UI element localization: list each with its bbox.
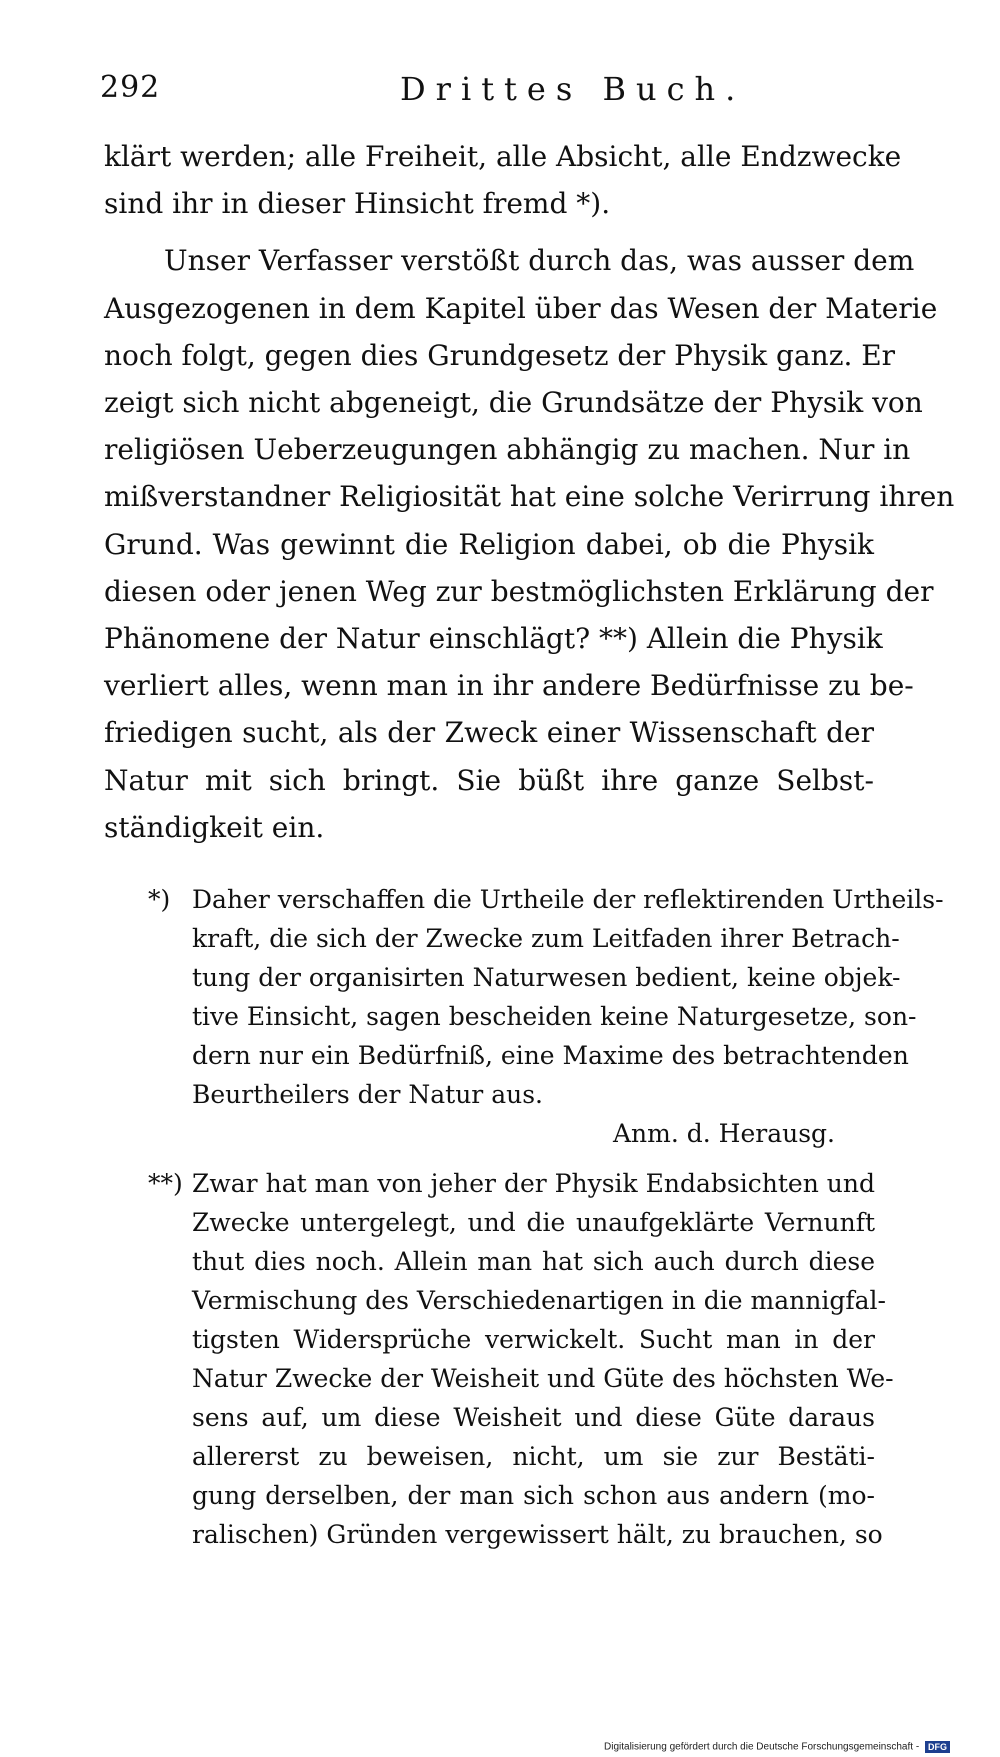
text-line: friedigen sucht, als der Zweck einer Wissenschaft der [104, 716, 874, 750]
text-line: ständigkeit ein. [104, 810, 325, 844]
footnote-signature: Anm. d. Herausg. [613, 1119, 835, 1148]
footnote-line: Zwecke untergelegt, und die unaufgeklärte Vernunft [192, 1208, 875, 1237]
footnote-line: thut dies noch. Allein man hat sich auch durch diese [192, 1247, 875, 1276]
footnote-line: Natur Zwecke der Weisheit und Güte des höchsten We- [192, 1364, 894, 1393]
footnote-line: gung derselben, der man sich schon aus andern (mo- [192, 1481, 875, 1510]
footnote-line: kraft, die sich der Zwecke zum Leitfaden ihrer Betrach- [192, 924, 900, 953]
text-line: verliert alles, wenn man in ihr andere Bedürfnisse zu be- [104, 669, 914, 703]
text-line: zeigt sich nicht abgeneigt, die Grundsätze der Physik von [104, 386, 923, 420]
footnote-1 [148, 880, 944, 1154]
footnote-line: Beurtheilers der Natur aus. [192, 1080, 543, 1109]
text-line: Grund. Was gewinnt die Religion dabei, ob die Physik [104, 527, 874, 561]
page-header [100, 70, 880, 116]
text-line: religiösen Ueberzeugungen abhängig zu machen. Nur in [104, 433, 911, 467]
footnote-line: tung der organisirten Naturwesen bedient, keine objek- [192, 963, 901, 992]
text-line: Natur mit sich bringt. Sie büßt ihre ganze Selbst- [104, 763, 874, 797]
text-line: Phänomene der Natur einschlägt? **) Allein die Physik [104, 622, 883, 656]
footnotes [148, 880, 944, 1554]
footnote-marker: *) [148, 885, 171, 914]
running-title: Drittes Buch. [400, 70, 746, 108]
footnote-line: tigsten Widersprüche verwickelt. Sucht man in der [192, 1325, 875, 1354]
text-line: Ausgezogenen in dem Kapitel über das Wesen der Materie [104, 291, 938, 325]
page-number: 292 [100, 70, 161, 105]
footnote-marker: **) [148, 1169, 183, 1198]
text-line: sind ihr in dieser Hinsicht fremd *). [104, 187, 611, 221]
digitization-credit [604, 1741, 950, 1753]
paragraph-1 [104, 133, 902, 227]
footnote-line: tive Einsicht, sagen bescheiden keine Naturgesetze, son- [192, 1002, 917, 1031]
credit-text: Digitalisierung gefördert durch die Deutsche Forschungsgemeinschaft - [604, 1741, 920, 1753]
footnote-line: Zwar hat man von jeher der Physik Endabsichten und [192, 1169, 875, 1198]
text-line: noch folgt, gegen dies Grundgesetz der Physik ganz. Er [104, 338, 896, 372]
footnote-line: allererst zu beweisen, nicht, um sie zur Bestäti- [192, 1442, 875, 1471]
footnote-line: ralischen) Gründen vergewissert hält, zu brauchen, so [192, 1520, 883, 1549]
text-line: diesen oder jenen Weg zur bestmöglichsten Erklärung der [104, 574, 934, 608]
text-line: Unser Verfasser verstößt durch das, was ausser dem [164, 244, 915, 278]
footnote-2 [148, 1164, 894, 1554]
dfg-logo: DFG [925, 1741, 950, 1753]
text-line: mißverstandner Religiosität hat eine solche Verirrung ihren [104, 480, 955, 514]
main-text [104, 133, 955, 851]
footnote-line: dern nur ein Bedürfniß, eine Maxime des betrachtenden [192, 1041, 909, 1070]
footnote-line: sens auf, um diese Weisheit und diese Güte daraus [192, 1403, 875, 1432]
text-line: klärt werden; alle Freiheit, alle Absicht, alle Endzwecke [104, 140, 902, 173]
paragraph-2 [104, 237, 955, 851]
footnote-line: Daher verschaffen die Urtheile der reflektirenden Urtheils- [192, 885, 944, 914]
footnote-line: Vermischung des Verschiedenartigen in die mannigfal- [192, 1286, 886, 1315]
